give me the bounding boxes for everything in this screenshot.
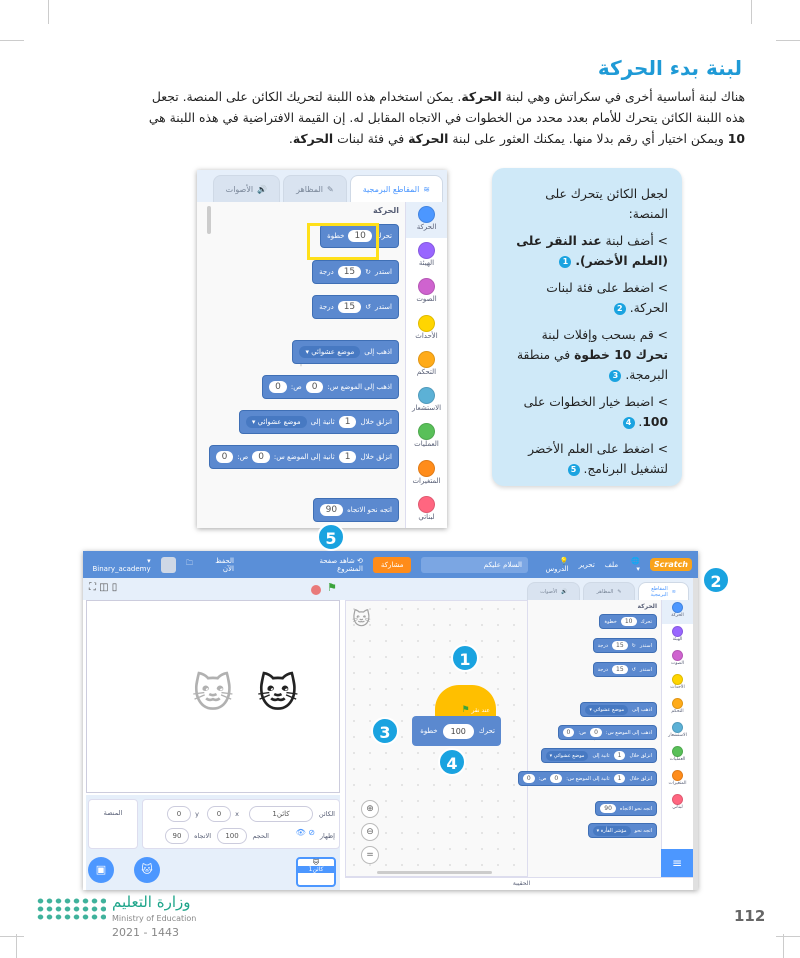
motion-block[interactable]	[593, 662, 657, 677]
crop-mark	[48, 0, 49, 24]
window-scrollbar[interactable]	[693, 578, 698, 890]
category-dot-icon	[418, 387, 435, 404]
speaker-icon: 🔊	[561, 588, 568, 595]
step-number-badge: 4	[623, 417, 635, 429]
block-input[interactable]: 0	[550, 774, 562, 783]
block-text: خطوة	[604, 618, 617, 625]
step-text: > اضغط على فئة لبنات الحركة.	[546, 281, 668, 315]
tab-sounds[interactable]	[527, 582, 580, 600]
direction-input[interactable]: 90	[165, 828, 189, 844]
step-number-badge: 5	[568, 464, 580, 476]
block-input[interactable]: 1	[339, 451, 357, 463]
callout-marker: 5	[317, 523, 345, 551]
category-1[interactable]	[406, 238, 447, 274]
crop-mark	[776, 40, 800, 41]
callout-marker: 4	[438, 748, 466, 776]
category-dot-icon	[672, 770, 683, 781]
motion-block[interactable]	[595, 801, 657, 816]
block-text: ↺	[631, 666, 636, 673]
cat-sprite-ghost: 🐱	[192, 671, 234, 717]
category-dot-icon	[418, 242, 435, 259]
editor-tabs	[197, 170, 447, 202]
step-bold-text: عند النقر على (العلم الأخضر).	[516, 234, 668, 268]
block-text: انزلق خلال	[629, 775, 652, 782]
stage-label: المنصة	[103, 809, 123, 817]
motion-block[interactable]	[588, 823, 657, 838]
category-label: الصوت	[416, 295, 437, 304]
category-dot-icon	[672, 794, 683, 805]
instruction-step	[506, 278, 668, 318]
motion-block[interactable]	[518, 771, 657, 786]
block-text: اتجه نحو	[634, 827, 652, 834]
tab-sounds[interactable]	[213, 175, 280, 202]
block-text: ↻	[631, 642, 636, 649]
direction-label: الاتجاه	[194, 832, 211, 840]
step-number-badge: 1	[559, 256, 571, 268]
block-dropdown[interactable]: موضع عشوائي ▾	[246, 416, 307, 428]
text: .	[288, 131, 293, 146]
hat-label: عند نقر	[471, 707, 490, 714]
category-5[interactable]	[662, 720, 693, 744]
category-2[interactable]	[406, 274, 447, 310]
see-project-button[interactable]: ⟲ شاهد صفحة المشروع	[319, 556, 363, 573]
callout-marker: 1	[451, 644, 479, 672]
project-title: السلام عليكم	[483, 560, 522, 569]
instructions-box	[492, 168, 682, 486]
tab-code[interactable]	[638, 582, 689, 600]
bold-text: الحركة	[408, 131, 449, 146]
category-1[interactable]	[662, 624, 693, 648]
step-text: > قم بسحب وإفلات لبنة	[541, 328, 668, 342]
user-menu[interactable]: ▾ Binary_academy	[92, 556, 151, 573]
block-input[interactable]: 10	[621, 617, 637, 626]
motion-block[interactable]	[239, 410, 399, 434]
bold-text: 10	[727, 131, 745, 146]
sprite-label: الكائن	[318, 810, 335, 818]
block-palette-screenshot	[197, 170, 447, 528]
block-text: ص:	[578, 729, 587, 736]
block-text: ثانية إلى	[310, 418, 335, 426]
motion-block[interactable]	[558, 725, 657, 740]
category-label: المتغيرات	[668, 781, 687, 786]
block-text: تحرك	[375, 232, 392, 240]
instructions-steps	[506, 231, 668, 479]
block-text: تحرك	[640, 618, 652, 625]
tab-costumes[interactable]	[283, 175, 347, 202]
step-text: .	[634, 415, 643, 429]
block-dropdown[interactable]: موضع عشوائي ▾	[585, 705, 628, 715]
edition-year: 2021 - 1443	[112, 926, 179, 939]
horizontal-scrollbar[interactable]	[377, 871, 492, 874]
category-3[interactable]	[662, 672, 693, 696]
block-text: اذهب إلى	[632, 706, 652, 713]
cat-sprite[interactable]: 🐱	[257, 671, 299, 717]
block-dropdown[interactable]: مؤشر الفأرة ▾	[593, 826, 631, 836]
crop-mark	[16, 934, 17, 958]
green-flag-button[interactable]: ⚑	[327, 581, 337, 594]
choose-backdrop-button[interactable]: ▣	[88, 857, 114, 883]
block-text: ثانية إلى	[592, 752, 610, 759]
category-label: الأحداث	[670, 685, 685, 690]
tab-label: المقاطع البرمجية	[362, 184, 420, 194]
sprite-info	[142, 799, 340, 849]
block-input[interactable]: 90	[600, 804, 616, 813]
block-text: اذهب إلى الموضع س:	[605, 729, 652, 736]
category-label: الهيئة	[672, 637, 683, 642]
block-input[interactable]: 15	[612, 665, 628, 674]
sprite-thumbnail[interactable]: 🐱 كائن1	[296, 857, 336, 887]
step-text: > اضغط على العلم الأخضر لتشغيل البرنامج.	[528, 442, 668, 476]
category-0[interactable]	[406, 202, 447, 238]
steps-label: خطوة	[420, 727, 438, 735]
zoom-out-button[interactable]: ⊖	[361, 823, 379, 841]
category-0[interactable]	[662, 600, 693, 624]
stage[interactable]	[86, 600, 340, 793]
tab-costumes[interactable]	[583, 582, 634, 600]
code-icon: ≋	[423, 184, 430, 194]
add-extension-button[interactable]: ≡	[661, 849, 693, 877]
block-text: انزلق خلال	[360, 453, 392, 461]
text: . يمكن استخدام هذه اللبنة لتحريك الكائن على المنصة. تجعل هذه اللبنة الكائن يتحرك للأمام بعدد محدد من الخطوات في الاتجاه المقابل له. إن القيمة الافتراضية في هذه اللبنة هي	[148, 89, 745, 125]
block-text: اتجه نحو الاتجاه	[347, 506, 392, 514]
instruction-step	[506, 439, 668, 479]
bold-text: الحركة	[461, 89, 502, 104]
category-label: الصوت	[670, 661, 685, 666]
menu-tutorials[interactable]: 💡الدروس	[545, 556, 569, 573]
block-input[interactable]: 0	[216, 451, 234, 463]
category-label: الأحداث	[415, 331, 438, 340]
block-dropdown[interactable]: موضع عشوائي ▾	[546, 751, 589, 761]
ministry-name-arabic: وزارة التعليم	[112, 893, 191, 911]
step-text: > أضف لبنة	[601, 234, 668, 248]
category-6[interactable]	[662, 744, 693, 768]
scratch-logo[interactable]: Scratch	[650, 558, 692, 571]
category-dot-icon	[418, 206, 435, 223]
block-text: ص:	[538, 775, 547, 782]
category-label: التحكم	[416, 367, 437, 376]
size-label: الحجم	[252, 832, 269, 840]
text: ويمكن اختيار أي رقم بدلا منها. يمكنك العثور على لبنة	[448, 131, 728, 146]
category-dot-icon	[672, 674, 683, 685]
block-text: استدر	[639, 666, 652, 673]
green-flag-icon: ⚑	[461, 705, 470, 715]
block-text: درجة	[319, 268, 334, 276]
tab-label: الأصوات	[540, 588, 558, 595]
brush-icon: ✎	[327, 184, 334, 194]
category-dot-icon	[672, 746, 683, 757]
block-input[interactable]: 0	[563, 728, 575, 737]
choose-sprite-button[interactable]: 🐱	[134, 857, 160, 883]
block-text: ص:	[237, 453, 249, 461]
block-input[interactable]: 0	[590, 728, 602, 737]
block-text: درجة	[319, 303, 334, 311]
category-label: العمليات	[414, 440, 439, 449]
scrollbar[interactable]	[207, 206, 211, 234]
category-4[interactable]	[406, 347, 447, 383]
step-bold-text: تحرك 10 خطوة	[574, 348, 668, 362]
step-text: في منطقة البرمجة.	[516, 348, 668, 382]
motion-block[interactable]	[599, 614, 657, 629]
block-dropdown[interactable]: موضع عشوائي ▾	[299, 346, 360, 358]
section-title: لبنة بدء الحركة	[597, 56, 742, 80]
step-number-badge: 3	[609, 370, 621, 382]
tab-label: المظاهر	[596, 588, 614, 595]
block-text: انزلق خلال	[360, 418, 392, 426]
category-7[interactable]	[406, 456, 447, 492]
block-input[interactable]: 1	[614, 751, 626, 760]
ministry-logo-dots	[36, 897, 106, 921]
step-bold-text: 100	[642, 415, 668, 429]
block-text: اتجه نحو الاتجاه	[619, 805, 652, 812]
see-project-label: شاهد صفحة المشروع	[319, 556, 363, 573]
brush-icon: ✎	[617, 588, 622, 595]
category-dot-icon	[418, 460, 435, 477]
speaker-icon: 🔊	[257, 184, 268, 194]
category-5[interactable]	[406, 383, 447, 419]
block-input[interactable]: 0	[269, 381, 287, 393]
move-label: تحرك	[478, 727, 495, 735]
motion-block[interactable]	[580, 702, 657, 717]
block-text: ثانية إلى الموضع س:	[273, 453, 335, 461]
move-steps-block[interactable]	[412, 716, 501, 746]
category-label: العمليات	[669, 757, 686, 762]
motion-block[interactable]	[593, 638, 657, 653]
category-dot-icon	[672, 650, 683, 661]
block-input[interactable]: 10	[348, 230, 371, 242]
y-input[interactable]: 0	[167, 806, 191, 822]
tab-label: المظاهر	[296, 184, 324, 194]
motion-block[interactable]	[541, 748, 657, 763]
category-label: الحركة	[671, 613, 684, 618]
category-label: الاستشعار	[668, 733, 687, 738]
motion-block[interactable]	[313, 498, 399, 522]
category-dot-icon	[418, 278, 435, 295]
block-text: ↻	[365, 268, 372, 276]
x-label: x	[235, 810, 239, 818]
steps-input[interactable]: 100	[443, 724, 474, 739]
category-dot-icon	[418, 423, 435, 440]
category-dot-icon	[418, 496, 435, 513]
crop-mark	[0, 40, 24, 41]
category-dot-icon	[672, 602, 683, 613]
category-label: الاستشعار	[411, 404, 442, 413]
motion-block[interactable]	[262, 375, 399, 399]
block-input[interactable]: 15	[338, 301, 361, 313]
ministry-name-english: Ministry of Education	[112, 914, 197, 923]
category-list	[405, 202, 447, 528]
crop-mark	[0, 936, 24, 937]
step-text: > اضبط خيار الخطوات على	[523, 395, 668, 409]
username: Binary_academy	[92, 564, 151, 573]
menu-edit[interactable]: تحرير	[578, 560, 595, 569]
avatar[interactable]	[161, 557, 176, 573]
category-3[interactable]	[406, 311, 447, 347]
tab-label: الأصوات	[225, 184, 254, 194]
block-input[interactable]: 15	[338, 266, 361, 278]
block-text: اذهب إلى	[364, 348, 392, 356]
block-input[interactable]: 90	[320, 504, 343, 516]
category-6[interactable]	[406, 419, 447, 455]
show-eye-icon[interactable]: 👁 ⊘	[295, 828, 315, 837]
intro-paragraph	[145, 86, 745, 149]
text: في فئة لبنات	[333, 131, 409, 146]
tab-label: المقاطع البرمجية	[650, 585, 668, 598]
instructions-intro: لجعل الكائن يتحرك على المنصة:	[545, 187, 668, 221]
category-heading: الحركة	[637, 603, 657, 610]
share-button[interactable]: مشاركة	[373, 557, 412, 573]
category-8[interactable]	[662, 792, 693, 816]
y-label: y	[195, 810, 199, 818]
instruction-step	[506, 231, 668, 271]
category-dot-icon	[418, 315, 435, 332]
blocks-area	[528, 600, 661, 877]
category-2[interactable]	[662, 648, 693, 672]
sprite-pane	[86, 795, 340, 890]
motion-block[interactable]	[312, 260, 399, 284]
stage-selector[interactable]	[88, 799, 138, 849]
category-list	[661, 600, 693, 877]
callout-marker: 2	[702, 566, 730, 594]
size-input[interactable]: 100	[217, 828, 247, 844]
category-label: الهيئة	[418, 259, 435, 268]
stop-button[interactable]	[311, 585, 321, 595]
block-text: ص:	[290, 383, 302, 391]
category-dot-icon	[418, 351, 435, 368]
save-now-link[interactable]: الحفظ الآن	[215, 556, 234, 573]
crop-mark	[751, 0, 752, 24]
sprite-thumb-name: كائن1	[298, 866, 334, 873]
category-dot-icon	[672, 698, 683, 709]
block-text: استدر	[375, 268, 392, 276]
category-label: لبناتي	[418, 512, 435, 521]
menu-tutorials-label: الدروس	[545, 564, 569, 573]
category-label: لبناتي	[672, 805, 683, 810]
block-text: اذهب إلى الموضع س:	[327, 383, 392, 391]
crop-mark	[783, 934, 784, 958]
globe-icon[interactable]: 🌐▾	[631, 556, 640, 573]
folder-icon[interactable]: 🗀	[186, 559, 194, 567]
sprite-watermark: 🐱	[352, 609, 371, 630]
category-dot-icon	[672, 626, 683, 637]
block-input[interactable]: 0	[523, 774, 535, 783]
bold-text: الحركة	[292, 131, 334, 146]
category-label: التحكم	[671, 709, 684, 714]
project-title-input[interactable]	[421, 557, 528, 573]
block-text: ↺	[365, 303, 372, 311]
category-label: المتغيرات	[412, 476, 441, 485]
fullscreen-icon[interactable]: ⛶ ◫ ▯	[89, 582, 118, 593]
category-7[interactable]	[662, 768, 693, 792]
text: هناك لبنة أساسية أخرى في سكراتش وهي لبنة	[501, 89, 745, 104]
page-number: 112	[734, 907, 766, 925]
category-4[interactable]	[662, 696, 693, 720]
block-text: انزلق خلال	[629, 752, 652, 759]
block-input[interactable]: 0	[306, 381, 324, 393]
block-input[interactable]: 15	[612, 641, 628, 650]
category-label: الحركة	[416, 223, 437, 231]
block-text: خطوة	[327, 232, 345, 240]
highlight-box	[307, 223, 379, 260]
block-text: درجة	[597, 666, 609, 673]
step-number-badge: 2	[614, 303, 626, 315]
category-dot-icon	[672, 722, 683, 733]
crop-mark	[776, 936, 800, 937]
motion-block[interactable]	[312, 295, 399, 319]
show-label: إظهار	[319, 832, 335, 840]
block-input[interactable]: 0	[252, 451, 270, 463]
tab-code[interactable]	[350, 175, 443, 202]
instruction-step	[506, 325, 668, 385]
motion-block[interactable]	[292, 340, 399, 364]
instruction-step	[506, 392, 668, 432]
menu-bar	[83, 551, 698, 578]
category-8[interactable]	[406, 492, 447, 528]
motion-block[interactable]	[209, 445, 399, 469]
zoom-in-button[interactable]: ⊕	[361, 800, 379, 818]
backpack-bar[interactable]: الحقيبة	[345, 877, 698, 890]
editor-palette	[528, 578, 693, 877]
sprite-name-input[interactable]: كائن1	[249, 806, 313, 822]
zoom-reset-button[interactable]: =	[361, 846, 379, 864]
block-input[interactable]: 1	[614, 774, 626, 783]
block-text: استدر	[375, 303, 392, 311]
editor-tabs	[528, 578, 693, 600]
block-input[interactable]: 1	[339, 416, 357, 428]
block-text: درجة	[597, 642, 609, 649]
category-heading: الحركة	[373, 206, 399, 215]
x-input[interactable]: 0	[207, 806, 231, 822]
menu-file[interactable]: ملف	[604, 560, 619, 569]
callout-marker: 3	[371, 717, 399, 745]
code-icon: ≋	[671, 588, 676, 595]
block-text: ثانية إلى الموضع س:	[566, 775, 610, 782]
block-text: استدر	[639, 642, 652, 649]
